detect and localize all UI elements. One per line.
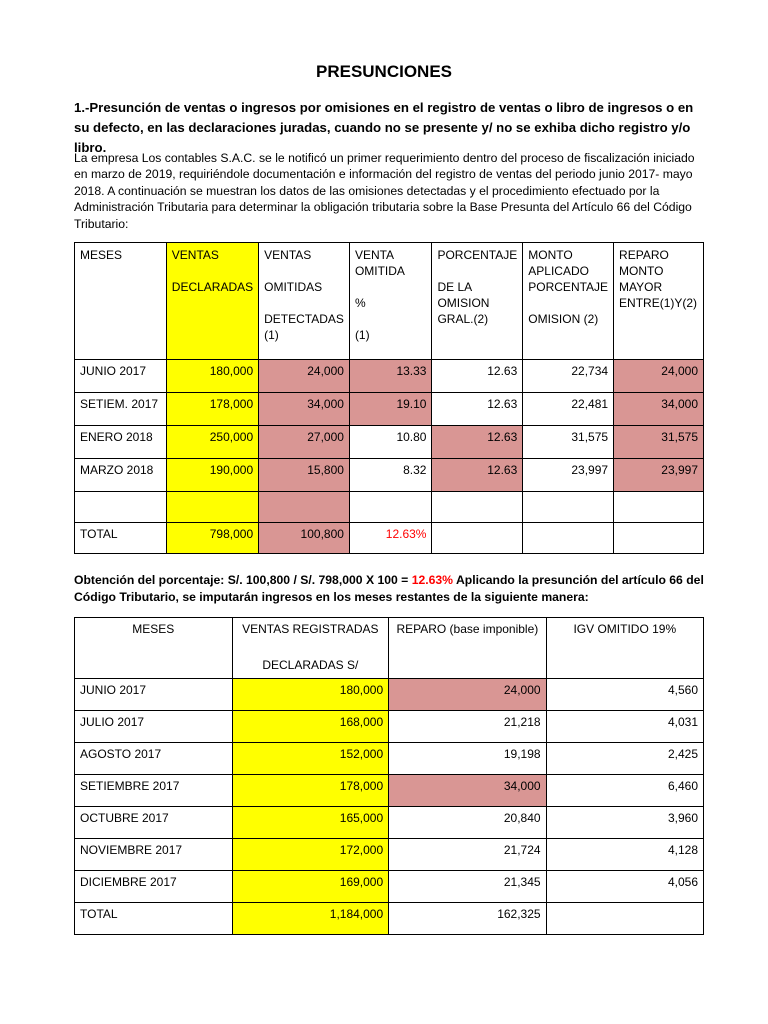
cell-empty (614, 492, 704, 523)
cell-monto: 22,734 (523, 360, 614, 393)
cell-mes: AGOSTO 2017 (75, 743, 233, 775)
table-row (75, 459, 704, 492)
cell-empty (75, 492, 167, 523)
cell-empty (259, 492, 350, 523)
cell-pct-gral: 12.63 (432, 459, 523, 492)
cell-empty (432, 492, 523, 523)
cell-omitidas: 15,800 (259, 459, 350, 492)
cell-pct-gral: 12.63 (432, 426, 523, 459)
cell-empty (546, 903, 703, 935)
cell-mes: ENERO 2018 (75, 426, 167, 459)
section-heading: 1.-Presunción de ventas o ingresos por omisiones en el registro de ventas o libro de ingresos o en su defecto, en las declaraciones juradas, cuando no se presente y/ no se exhiba dicho registro y/o libro. (74, 100, 694, 155)
cell-reparo: 23,997 (614, 459, 704, 492)
cell-igv: 4,031 (546, 711, 703, 743)
table-row (75, 360, 704, 393)
cell-pct: 10.80 (349, 426, 432, 459)
cell-pct: 13.33 (349, 360, 432, 393)
table-header-row (75, 618, 704, 679)
cell-total-declaradas: 798,000 (166, 523, 258, 554)
cell-mes: JUNIO 2017 (75, 360, 167, 393)
cell-mes: NOVIEMBRE 2017 (75, 839, 233, 871)
table-header-row (75, 243, 704, 360)
cell-mes: MARZO 2018 (75, 459, 167, 492)
cell-ventas: 180,000 (232, 679, 389, 711)
cell-empty (614, 523, 704, 554)
cell-igv: 4,560 (546, 679, 703, 711)
cell-igv: 4,056 (546, 871, 703, 903)
table-total-row (75, 903, 704, 935)
cell-declaradas: 250,000 (166, 426, 258, 459)
cell-ventas: 168,000 (232, 711, 389, 743)
cell-pct-gral: 12.63 (432, 393, 523, 426)
header-meses: MESES (75, 618, 233, 679)
cell-igv: 3,960 (546, 807, 703, 839)
cell-declaradas: 190,000 (166, 459, 258, 492)
cell-empty (523, 492, 614, 523)
intro-paragraph: La empresa Los contables S.A.C. se le notificó un primer requerimiento dentro del proceso de fiscalización iniciado en marzo de 2019, requiriéndole documentación e información del registro de ventas del periodo junio 2017- mayo 2018. A continuación se muestran los datos de las omisiones detectadas y el procedimiento efectuado por la Administración Tributaria para determinar la obligación tributaria sobre la Base Presunta del Artículo 66 del Código Tributario: (74, 151, 695, 231)
cell-mes: JULIO 2017 (75, 711, 233, 743)
header-porcentaje: PORCENTAJE DE LA OMISION GRAL.(2) (432, 243, 523, 360)
cell-reparo: 21,218 (389, 711, 546, 743)
cell-ventas: 169,000 (232, 871, 389, 903)
cell-reparo: 24,000 (389, 679, 546, 711)
cell-omitidas: 34,000 (259, 393, 350, 426)
table-row (75, 711, 704, 743)
cell-total-pct: 12.63% (349, 523, 432, 554)
cell-reparo: 20,840 (389, 807, 546, 839)
header-reparo: REPARO MONTO MAYOR ENTRE(1)Y(2) (614, 243, 704, 360)
cell-reparo: 21,345 (389, 871, 546, 903)
omissions-table (74, 242, 704, 554)
cell-empty (432, 523, 523, 554)
cell-total-label: TOTAL (75, 903, 233, 935)
header-monto: MONTO APLICADO PORCENTAJE OMISION (2) (523, 243, 614, 360)
cell-igv: 2,425 (546, 743, 703, 775)
table-row-empty (75, 492, 704, 523)
header-ventas-omitidas: VENTAS OMITIDAS DETECTADAS (1) (259, 243, 350, 360)
cell-mes: OCTUBRE 2017 (75, 807, 233, 839)
cell-reparo: 34,000 (389, 775, 546, 807)
cell-empty (523, 523, 614, 554)
header-ventas-registradas: VENTAS REGISTRADAS DECLARADAS S/ (232, 618, 389, 679)
cell-reparo: 31,575 (614, 426, 704, 459)
table-row (75, 426, 704, 459)
table-row (75, 775, 704, 807)
header-reparo: REPARO (base imponible) (389, 618, 546, 679)
cell-empty (349, 492, 432, 523)
percentage-explanation: Obtención del porcentaje: S/. 100,800 / S/. 798,000 X 100 = 12.63% Aplicando la presunción del artículo 66 del Código Tributario, se imputarán ingresos en los meses restantes de la siguiente manera: (74, 573, 704, 604)
cell-ventas: 165,000 (232, 807, 389, 839)
cell-pct-gral: 12.63 (432, 360, 523, 393)
cell-ventas: 152,000 (232, 743, 389, 775)
cell-total-omitidas: 100,800 (259, 523, 350, 554)
cell-ventas: 178,000 (232, 775, 389, 807)
table-row (75, 743, 704, 775)
header-igv: IGV OMITIDO 19% (546, 618, 703, 679)
cell-declaradas: 178,000 (166, 393, 258, 426)
cell-monto: 31,575 (523, 426, 614, 459)
cell-mes: JUNIO 2017 (75, 679, 233, 711)
cell-monto: 23,997 (523, 459, 614, 492)
cell-total-reparo: 162,325 (389, 903, 546, 935)
cell-ventas: 172,000 (232, 839, 389, 871)
table-row (75, 393, 704, 426)
cell-mes: SETIEMBRE 2017 (75, 775, 233, 807)
cell-omitidas: 27,000 (259, 426, 350, 459)
cell-monto: 22,481 (523, 393, 614, 426)
cell-igv: 4,128 (546, 839, 703, 871)
table-row (75, 871, 704, 903)
cell-total-ventas: 1,184,000 (232, 903, 389, 935)
cell-omitidas: 24,000 (259, 360, 350, 393)
page-title: PRESUNCIONES (315, 62, 453, 81)
table-row (75, 807, 704, 839)
cell-mes: SETIEM. 2017 (75, 393, 167, 426)
cell-pct: 8.32 (349, 459, 432, 492)
table-total-row (75, 523, 704, 554)
imputation-table (74, 617, 704, 935)
cell-reparo: 19,198 (389, 743, 546, 775)
cell-empty (166, 492, 258, 523)
cell-reparo: 34,000 (614, 393, 704, 426)
cell-igv: 6,460 (546, 775, 703, 807)
cell-declaradas: 180,000 (166, 360, 258, 393)
header-ventas-declaradas: VENTAS DECLARADAS (166, 243, 258, 360)
cell-reparo: 21,724 (389, 839, 546, 871)
cell-total-label: TOTAL (75, 523, 167, 554)
table-row (75, 839, 704, 871)
cell-reparo: 24,000 (614, 360, 704, 393)
cell-pct: 19.10 (349, 393, 432, 426)
header-venta-omitida: VENTA OMITIDA % (1) (349, 243, 432, 360)
table-row (75, 679, 704, 711)
cell-mes: DICIEMBRE 2017 (75, 871, 233, 903)
header-meses: MESES (75, 243, 167, 360)
